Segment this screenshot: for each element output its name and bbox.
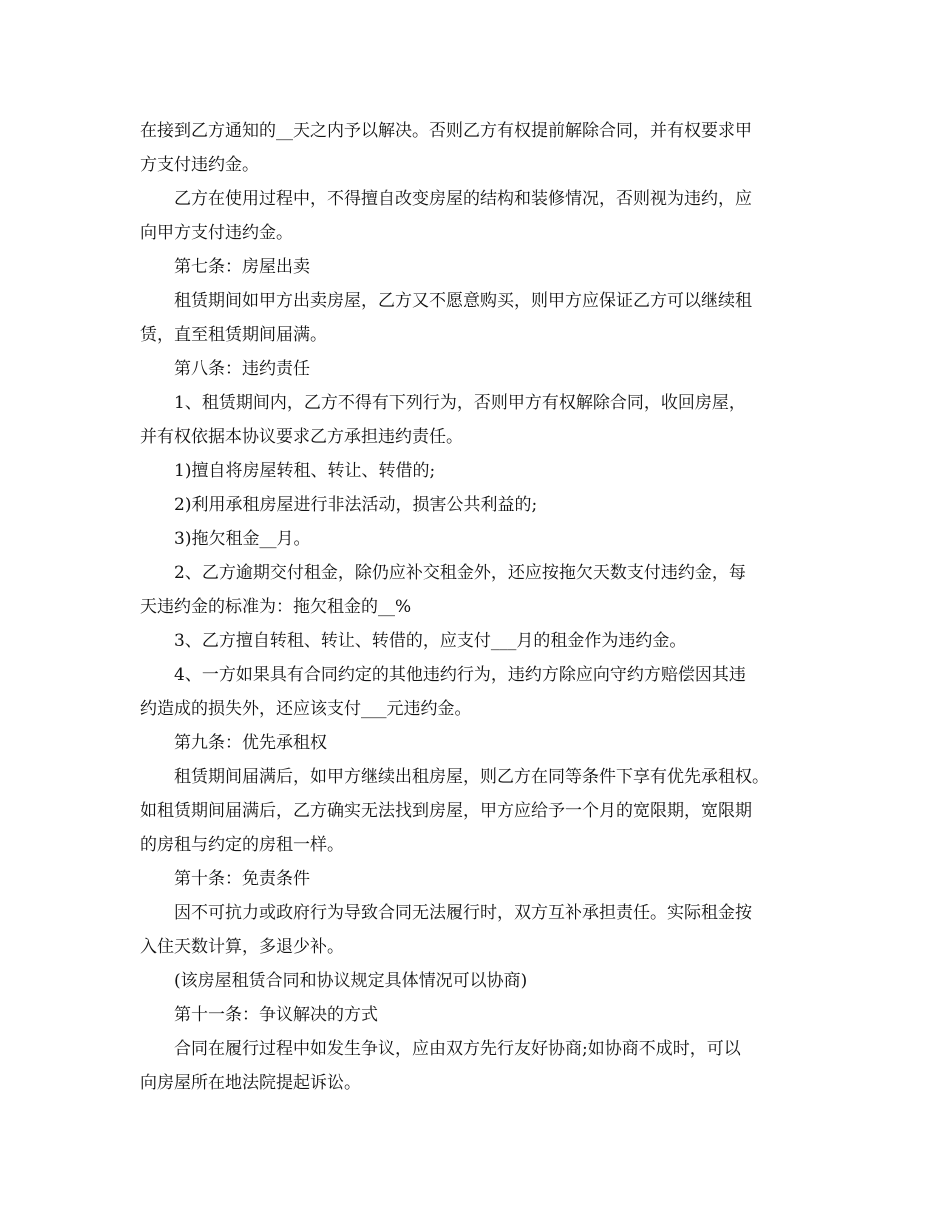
text-line: 合同在履行过程中如发生争议，应由双方先行友好协商;如协商不成时，可以: [174, 1039, 741, 1059]
text-line: 第八条：违约责任: [174, 359, 310, 379]
text-line: 第九条：优先承租权: [174, 733, 327, 753]
document-body: [140, 114, 822, 1100]
text-line: 第七条：房屋出卖: [174, 257, 310, 277]
text-line: 方支付违约金。: [140, 155, 259, 175]
text-line: 赁，直至租赁期间届满。: [140, 325, 327, 345]
text-line: 并有权依据本协议要求乙方承担违约责任。: [140, 427, 463, 447]
text-line: 乙方在使用过程中，不得擅自改变房屋的结构和装修情况，否则视为违约，应: [174, 189, 752, 209]
text-line: 向房屋所在地法院提起诉讼。: [140, 1073, 361, 1093]
text-line: 约造成的损失外，还应该支付___元违约金。: [140, 699, 472, 719]
text-line: 向甲方支付违约金。: [140, 223, 293, 243]
text-line: 租赁期间如甲方出卖房屋，乙方又不愿意购买，则甲方应保证乙方可以继续租: [174, 291, 752, 311]
text-line: 的房租与约定的房租一样。: [140, 835, 344, 855]
text-line: 入住天数计算，多退少补。: [140, 937, 344, 957]
text-line: 1)擅自将房屋转租、转让、转借的;: [174, 461, 436, 481]
text-line: 3)拖欠租金__月。: [174, 529, 311, 549]
text-line: 第十一条：争议解决的方式: [174, 1005, 378, 1025]
text-line: 第十条：免责条件: [174, 869, 310, 889]
text-line: 天违约金的标准为：拖欠租金的__%: [140, 597, 412, 617]
text-line: 2)利用承租房屋进行非法活动，损害公共利益的;: [174, 495, 538, 515]
text-line: 4、一方如果具有合同约定的其他违约行为，违约方除应向守约方赔偿因其违: [174, 665, 746, 685]
text-line: 3、乙方擅自转租、转让、转借的，应支付___月的租金作为违约金。: [174, 631, 687, 651]
text-line: 如租赁期间届满后，乙方确实无法找到房屋，甲方应给予一个月的宽限期，宽限期: [140, 801, 752, 821]
text-line: (该房屋租赁合同和协议规定具体情况可以协商): [174, 971, 528, 991]
text-line: 2、乙方逾期交付租金，除仍应补交租金外，还应按拖欠天数支付违约金，每: [174, 563, 746, 583]
text-line: 租赁期间届满后，如甲方继续出租房屋，则乙方在同等条件下享有优先承租权。: [174, 767, 769, 787]
text-line: 在接到乙方通知的__天之内予以解决。否则乙方有权提前解除合同，并有权要求甲: [140, 121, 752, 141]
text-line: 因不可抗力或政府行为导致合同无法履行时，双方互补承担责任。实际租金按: [174, 903, 752, 923]
text-line: 1、租赁期间内，乙方不得有下列行为，否则甲方有权解除合同，收回房屋，: [174, 393, 746, 413]
